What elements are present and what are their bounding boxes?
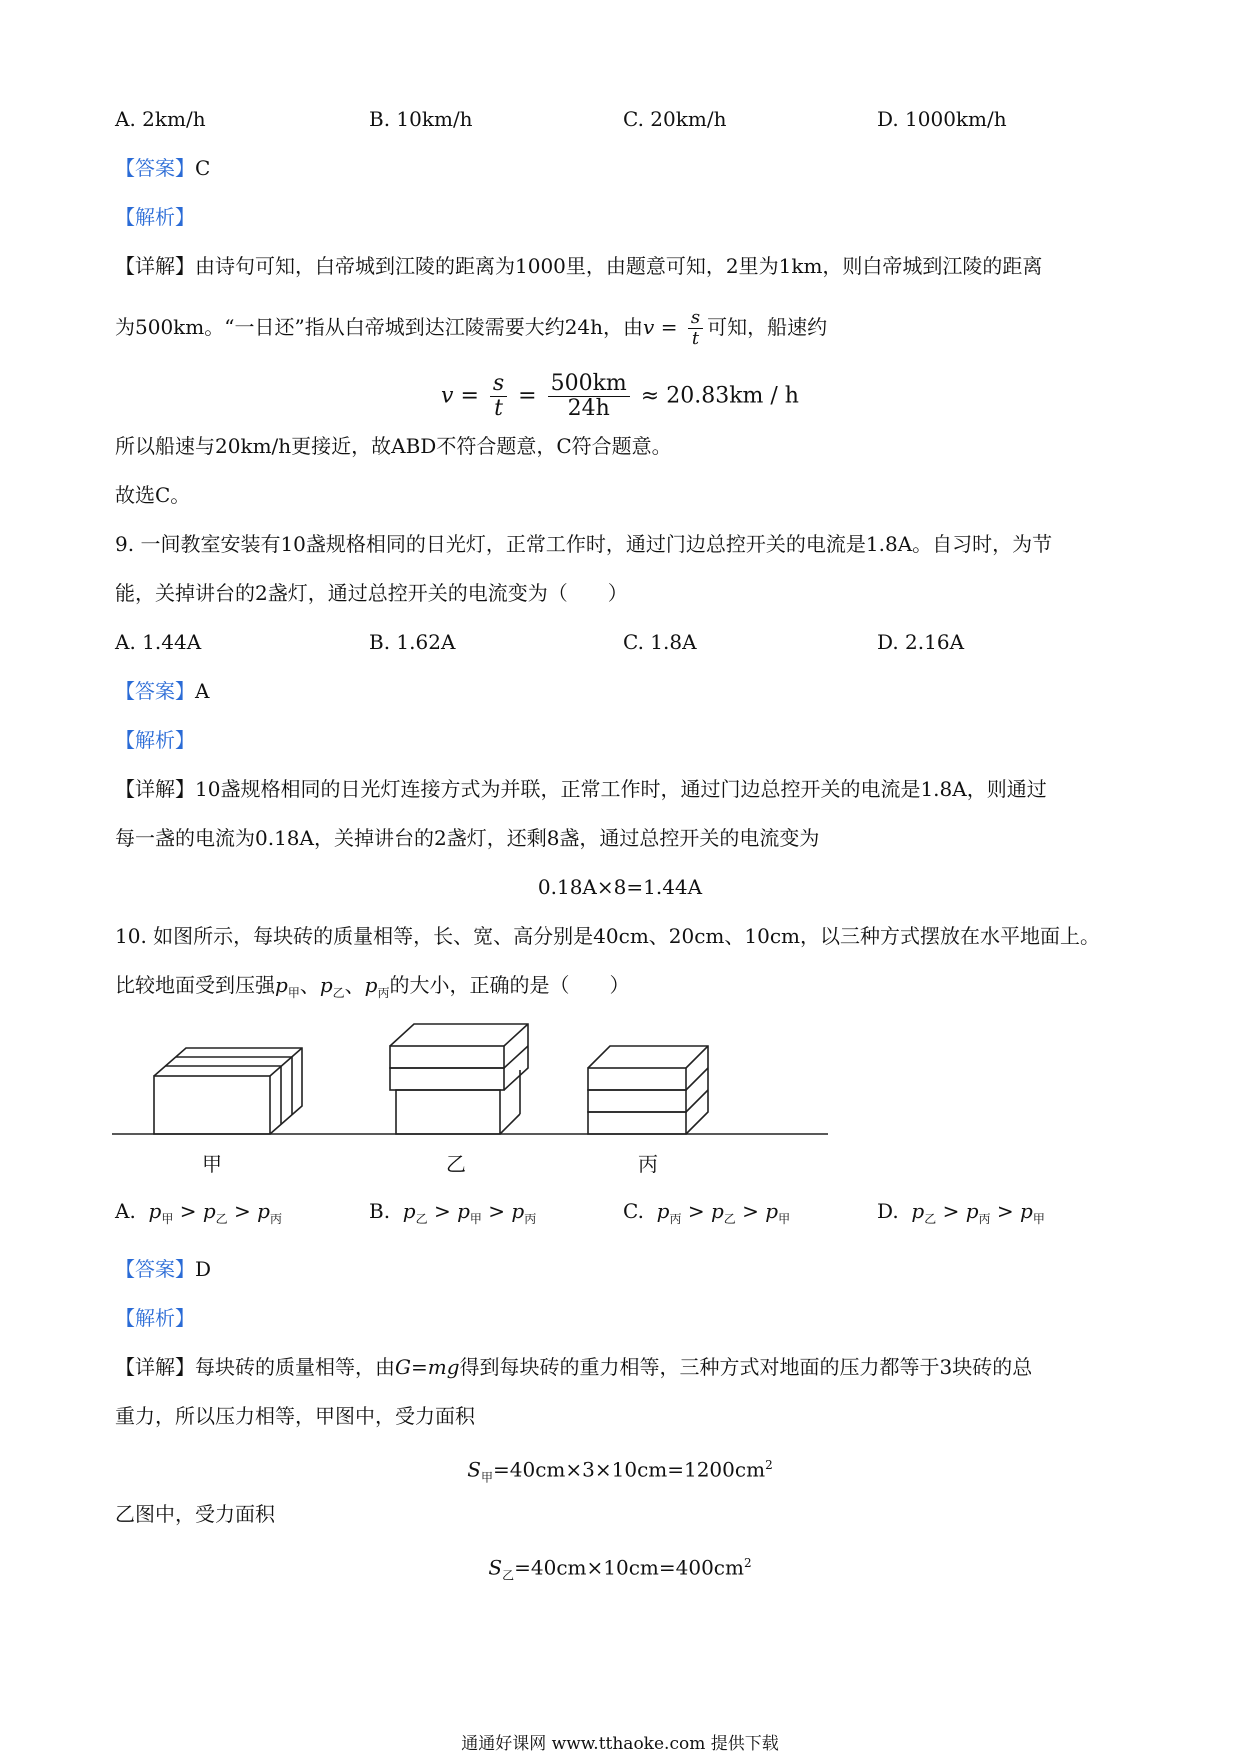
brick-stack-jia	[154, 1048, 302, 1134]
q9-stem-line1: 9. 一间教室安装有10盏规格相同的日光灯，正常工作时，通过门边总控开关的电流是1.8A。自习时，为节	[115, 532, 1053, 556]
q8-analysis-tag: 【解析】	[115, 205, 195, 229]
pressure-symbol: p	[511, 1199, 525, 1223]
q10-analysis-tag: 【解析】	[115, 1306, 195, 1330]
detail-tag: 【详解】	[115, 1355, 195, 1379]
subscript-yi: 乙	[723, 1212, 736, 1226]
pressure-symbol: p	[364, 973, 378, 997]
detail-tag: 【详解】	[115, 254, 195, 278]
answer-value: D	[195, 1257, 212, 1281]
q9-option-d: D. 2.16A	[877, 630, 965, 654]
greater-than: >	[427, 1199, 458, 1223]
speed-fraction	[688, 308, 703, 349]
option-letter: B.	[369, 1199, 391, 1223]
pressure-symbol: p	[402, 1199, 416, 1223]
subscript-jia: 甲	[480, 1470, 493, 1485]
detail-text: 可知，船速约	[707, 315, 828, 339]
pressure-symbol: p	[1020, 1199, 1033, 1223]
q9-formula: 0.18A×8=1.44A	[537, 875, 703, 899]
q9-option-b: B. 1.62A	[369, 630, 456, 654]
subscript-jia: 甲	[161, 1212, 174, 1226]
brick-figure	[110, 1000, 830, 1195]
stem-text: 的大小，正确的是（ ）	[389, 973, 630, 997]
q8-speed-formula	[0, 372, 1240, 421]
q10-option-d	[877, 1196, 1045, 1234]
q10-detail-line2: 重力，所以压力相等，甲图中，受力面积	[115, 1404, 475, 1428]
pressure-symbol: p	[319, 973, 333, 997]
pressure-symbol: p	[765, 1199, 779, 1223]
figure-label-yi: 乙	[446, 1152, 466, 1176]
q9-detail-line2: 每一盏的电流为0.18A，关掉讲台的2盏灯，还剩8盏，通过总控开关的电流变为	[115, 826, 820, 850]
separator: 、	[344, 973, 365, 997]
superscript-2: 2	[743, 1556, 752, 1570]
q9-option-a: A. 1.44A	[115, 630, 202, 654]
greater-than: >	[173, 1199, 203, 1223]
subscript-yi: 乙	[502, 1568, 515, 1583]
q9-stem-line2: 能，关掉讲台的2盏灯，通过总控开关的电流变为（ ）	[115, 581, 628, 605]
option-letter: C.	[623, 1199, 644, 1223]
answer-value: A	[195, 679, 210, 703]
q8-options	[115, 104, 1115, 134]
q8-option-c: C. 20km/h	[623, 107, 727, 131]
subscript-bing: 丙	[978, 1212, 991, 1226]
area-symbol: S	[467, 1457, 481, 1482]
greater-than: >	[735, 1199, 766, 1223]
detail-tag: 【详解】	[115, 777, 195, 801]
q9-analysis-tag: 【解析】	[115, 728, 195, 752]
pressure-symbol: p	[148, 1199, 162, 1223]
subscript-yi: 乙	[415, 1212, 428, 1226]
subscript-yi: 乙	[215, 1212, 228, 1226]
answer-tag: 【答案】	[115, 679, 195, 703]
pressure-symbol: p	[275, 973, 288, 997]
pressure-symbol: p	[257, 1199, 270, 1223]
subscript-bing: 丙	[269, 1212, 282, 1226]
page-footer: 通通好课网 www.tthaoke.com 提供下载	[461, 1734, 779, 1754]
area-value: =40cm×10cm=400cm	[514, 1555, 744, 1580]
pressure-symbol: p	[457, 1199, 470, 1223]
brick-stack-yi	[390, 1024, 528, 1134]
greater-than: >	[990, 1199, 1021, 1223]
q9-options	[115, 627, 1115, 657]
q8-detail-line2	[115, 308, 827, 349]
fraction-numerator: s	[490, 372, 507, 397]
q9-detail-line1	[115, 774, 1047, 804]
symbol-fraction	[490, 372, 507, 421]
detail-text: 为500km。“一日还”指从白帝城到达江陵需要大约24h，由	[115, 315, 644, 339]
q10-stem-line1: 10. 如图所示，每块砖的质量相等，长、宽、高分别是40cm、20cm、10cm，以三种方式摆放在水平地面上。	[115, 924, 1101, 948]
subscript-yi: 乙	[332, 986, 345, 1000]
q10-options	[115, 1196, 1115, 1226]
equals-sign: =	[453, 383, 486, 409]
fraction-numerator: 500km	[548, 372, 630, 397]
superscript-2: 2	[765, 1458, 773, 1472]
detail-text: 每块砖的质量相等，由	[195, 1355, 395, 1379]
answer-tag: 【答案】	[115, 1257, 195, 1281]
q10-area-jia	[0, 1450, 1240, 1493]
q10-answer	[115, 1254, 211, 1284]
pressure-symbol: p	[202, 1199, 216, 1223]
fraction-denominator: t	[494, 396, 503, 421]
fraction-denominator: 24h	[567, 396, 610, 421]
option-letter: A.	[115, 1199, 136, 1223]
q8-option-b: B. 10km/h	[369, 107, 473, 131]
subscript-bing: 丙	[524, 1212, 537, 1226]
subscript-jia: 甲	[1032, 1212, 1045, 1226]
figure-label-jia: 甲	[202, 1152, 222, 1176]
q10-option-b	[369, 1196, 536, 1234]
subscript-bing: 丙	[669, 1212, 682, 1226]
subscript-jia: 甲	[287, 986, 300, 1000]
option-letter: D.	[877, 1199, 899, 1223]
q10-option-a	[115, 1196, 282, 1234]
answer-tag: 【答案】	[115, 156, 195, 180]
subscript-jia: 甲	[778, 1212, 791, 1226]
area-value: =40cm×3×10cm=1200cm	[493, 1457, 766, 1482]
q10-option-c	[623, 1196, 790, 1234]
q10-yi-intro: 乙图中，受力面积	[115, 1502, 275, 1526]
fraction-numerator: s	[688, 308, 703, 329]
q8-answer	[115, 153, 210, 183]
pressure-symbol: p	[911, 1199, 925, 1223]
equals-sign: =	[511, 383, 544, 409]
value-fraction	[548, 372, 630, 421]
subscript-bing: 丙	[377, 986, 390, 1000]
subscript-jia: 甲	[469, 1212, 482, 1226]
gravity-formula: G=mg	[395, 1355, 460, 1379]
q9-option-c: C. 1.8A	[623, 630, 697, 654]
q8-option-d: D. 1000km/h	[877, 107, 1007, 131]
greater-than: >	[227, 1199, 258, 1223]
q10-area-yi	[0, 1548, 1240, 1591]
subscript-yi: 乙	[924, 1212, 937, 1226]
equals-sign: =	[654, 315, 684, 339]
q10-detail-line1	[115, 1352, 1032, 1382]
greater-than: >	[936, 1199, 966, 1223]
detail-text: 由诗句可知，白帝城到江陵的距离为1000里，由题意可知，2里为1km，则白帝城到江陵的距离	[195, 254, 1043, 278]
q9-answer	[115, 676, 209, 706]
q8-conclusion: 所以船速与20km/h更接近，故ABD不符合题意，C符合题意。	[115, 434, 672, 458]
velocity-symbol: v	[643, 315, 655, 339]
figure-label-bing: 丙	[638, 1152, 658, 1176]
pressure-symbol: p	[656, 1199, 670, 1223]
velocity-symbol: v	[441, 383, 454, 409]
detail-text: 得到每块砖的重力相等，三种方式对地面的压力都等于3块砖的总	[459, 1355, 1033, 1379]
greater-than: >	[681, 1199, 711, 1223]
pressure-symbol: p	[710, 1199, 724, 1223]
q8-choose: 故选C。	[115, 483, 191, 507]
q8-option-a: A. 2km/h	[115, 107, 206, 131]
answer-value: C	[195, 156, 211, 180]
detail-text: 10盏规格相同的日光灯连接方式为并联，正常工作时，通过门边总控开关的电流是1.8A，则通过	[195, 777, 1047, 801]
pressure-symbol: p	[965, 1199, 979, 1223]
greater-than: >	[481, 1199, 512, 1223]
separator: 、	[299, 973, 320, 997]
brick-stack-bing	[588, 1046, 708, 1134]
stem-text: 比较地面受到压强	[115, 973, 275, 997]
area-symbol: S	[488, 1555, 503, 1580]
fraction-denominator: t	[691, 328, 700, 349]
q8-detail-line1	[115, 251, 1042, 281]
formula-result: ≈ 20.83km / h	[633, 383, 799, 409]
